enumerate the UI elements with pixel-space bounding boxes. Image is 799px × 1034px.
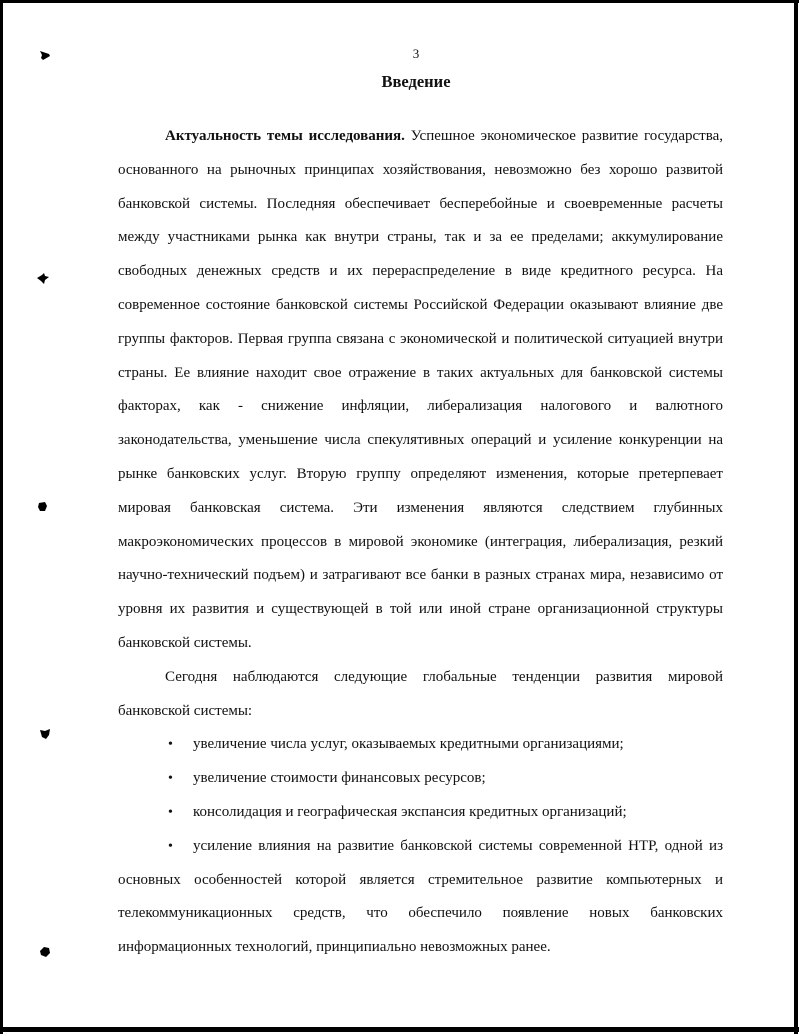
list-item	[118, 762, 723, 796]
page-number: 3	[412, 46, 420, 61]
list-item-text: усиление влияния на развитие банковской системы современной НТР, одной из основных особенностей которой является стремительное развитие компьютерных и телекоммуникационных средств, что обеспечило появление новых банковских информационных технологий, принципиально невозможных ранее.	[118, 837, 723, 956]
list-item	[118, 796, 723, 830]
bullet-icon: •	[168, 771, 173, 787]
list-item	[118, 830, 723, 965]
frame-top-border	[0, 0, 799, 3]
list-item-text: увеличение стоимости финансовых ресурсов;	[193, 770, 486, 787]
frame-right-border	[794, 0, 798, 1034]
paragraph-lead: Актуальность темы исследования.	[165, 128, 405, 144]
list-item-text: увеличение числа услуг, оказываемых кредитными организациями;	[193, 736, 624, 753]
frame-bottom-border	[0, 1027, 799, 1032]
frame-left-border	[0, 0, 3, 1034]
punch-hole-mark-icon	[38, 727, 52, 741]
paragraph-trends-intro: Сегодня наблюдаются следующие глобальные тенденции развития мировой банковской системы:	[118, 668, 723, 719]
punch-hole-mark-icon	[36, 272, 50, 286]
bullet-icon: •	[168, 804, 173, 820]
bullet-icon: •	[168, 737, 173, 753]
punch-hole-mark-icon	[38, 945, 52, 959]
paragraph-relevance	[118, 120, 723, 661]
punch-hole-mark-icon	[36, 500, 50, 514]
list-item	[118, 728, 723, 762]
trends-list	[118, 728, 723, 965]
paragraph-text: Успешное экономическое развитие государства, основанного на рыночных принципах хозяйствования, невозможно без хорошо развитой банковской системы. Последняя обеспечивает бесперебойные и своевременные расчеты между участниками рынка как внутри страны, так и за ее пределами; аккумулирование свободных денежных средств и их перераспределение в виде кредитного ресурса. На современное состояние банковской системы Российской Федерации оказывают влияние две группы факторов. Первая группа связана с экономической и политической ситуацией внутри страны. Ее влияние находит свое отражение в таких актуальных для банковской системы факторах, как - снижение инфляции, либерализация налогового и валютного законодательства, уменьшение числа спекулятивных операций и усиление конкуренции на рынке банковских услуг. Вторую группу определяют изменения, которые претерпевает мировая банковская система. Эти изменения являются следствием глубинных макроэкономических процессов в мировой экономике (интеграция, либерализация, резкий научно-технический подъем) и затрагивают все банки в разных странах мира, независимо от уровня их развития и существующей в той или иной стране организационной структуры банковской системы.	[118, 128, 723, 651]
section-heading: Введение	[381, 72, 451, 91]
bullet-icon: •	[168, 838, 173, 854]
document-body	[118, 120, 723, 965]
list-item-text: консолидация и географическая экспансия кредитных организаций;	[193, 803, 627, 820]
